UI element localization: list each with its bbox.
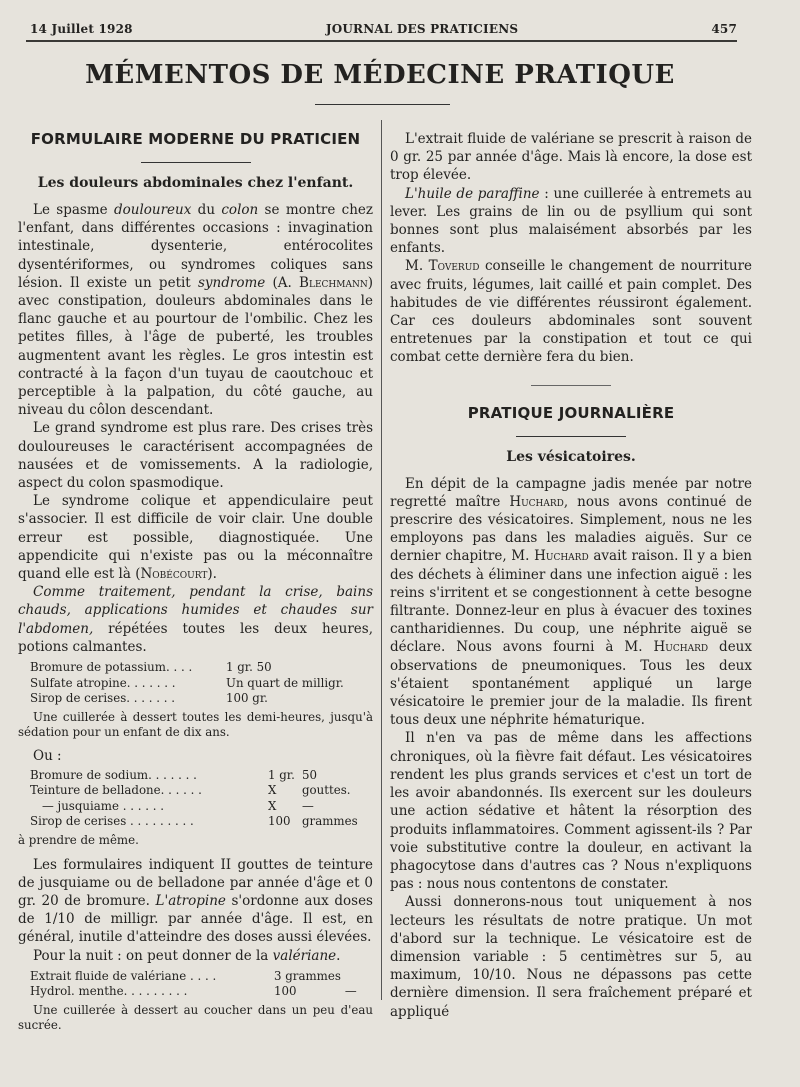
dose: 100 [274, 984, 297, 999]
italic-run: colon [221, 202, 259, 218]
formula-row [30, 814, 362, 830]
text-run: Le spasme [33, 202, 114, 218]
main-title: MÉMENTOS DE MÉDECINE PRATIQUE [85, 60, 675, 90]
column-divider [381, 120, 382, 1000]
paragraph: L'extrait fluide de valériane se prescrit à raison de 0 gr. 25 par année d'âge. Mais là encore, la dose est trop élevée. [390, 131, 752, 184]
italic-run: valériane [272, 947, 337, 964]
author-name: Toverud [428, 258, 480, 275]
formula-note: Une cuillerée à dessert au coucher dans un peu d'eau sucrée. [18, 1002, 373, 1032]
text-run: du [191, 202, 222, 218]
paragraph [390, 185, 752, 258]
unit: — [302, 798, 314, 813]
header-page-number: 457 [711, 22, 737, 36]
author-name: Huchard [534, 548, 589, 565]
header-journal-name: JOURNAL DES PRATICIENS [325, 22, 519, 36]
formula-table-1 [30, 660, 348, 707]
dose: 3 grammes [274, 968, 341, 983]
italic-run: L'atropine [155, 892, 226, 909]
formula-row [30, 783, 362, 799]
dose: 1 gr. 50 [226, 660, 272, 675]
paragraph [18, 583, 373, 656]
paragraph: Le grand syndrome est plus rare. Des crises très douloureuses le caractérisent accompagnées de nausées et de vomissements. A la radiologie, aspect du colon spasmodique. [18, 420, 373, 492]
paragraph [390, 475, 752, 730]
author-name: Huchard [509, 493, 564, 510]
text-run: ). [207, 566, 217, 583]
unit [345, 969, 361, 985]
italic-run: L'huile de paraffine [405, 185, 540, 202]
formula-row [30, 799, 362, 815]
dose: X [268, 783, 277, 798]
ingredient: Sirop de cerises. . . . . . . [30, 691, 176, 706]
formula-row [30, 676, 348, 692]
formula-row [30, 984, 361, 1000]
formula-note: à prendre de même. [18, 832, 139, 847]
section-rule [516, 436, 626, 437]
text-run: . [336, 947, 341, 964]
formula-row [30, 660, 348, 676]
formula-table-2 [30, 768, 362, 830]
text-run: En dépit de la campagne jadis menée par notre regretté maître [390, 475, 752, 510]
text-run: conseille le changement de nourriture avec fruits, légumes, lait caillé et pain complet. Des habitudes de vie différentes réussiront également. Car ces douleurs abdominales sont souvent entretenues par la constipation et tout ce qui combat cette dernière fera du bien. [390, 258, 753, 366]
author-name: Huchard [653, 639, 709, 656]
left-column [18, 118, 373, 1037]
unit: — [344, 984, 357, 999]
ingredient: Bromure de sodium. . . . . . . [30, 767, 197, 782]
ingredient: Extrait fluide de valériane . . . . [30, 968, 217, 983]
dose: X [268, 798, 277, 813]
text-run: s'ordonne aux doses de 1/10 de milligr. par année d'âge. Il est, en général, inutile d'atteindre des doses aussi élevées. [18, 892, 373, 946]
text-run: (A. [265, 274, 300, 291]
text-run: deux observations de pneumoniques. Tous les deux s'étaient spontanément appliqué un large vésicatoire le premier jour de la maladie. Ils firent tous deux une néphrite hématurique. [390, 639, 752, 729]
ingredient: — jusquiame . . . . . . [42, 798, 164, 813]
text-run: Les formulaires indiquent II gouttes de teinture de jusquiame ou de belladone par année d'âge et 0 gr. 20 de bromure. [18, 856, 373, 909]
unit: gouttes. [302, 783, 351, 798]
text-run: , nous avons continué de prescrire des vésicatoires. Simplement, nous ne les employons pas dans les maladies aiguës. Sur ce dernier chapitre, M. [390, 493, 753, 565]
paragraph [18, 201, 373, 419]
text-run: Pour la nuit : on peut donner de la [33, 947, 273, 964]
paragraph [18, 947, 373, 965]
italic-run: Comme traitement, pendant la crise, bains chauds, applications humides et chaudes sur l'abdomen, [18, 584, 373, 637]
dose: Un quart de milligr. [226, 675, 344, 690]
subtitle-douleurs: Les douleurs abdominales chez l'enfant. [37, 175, 354, 191]
ornament-rule [531, 385, 611, 386]
right-column [390, 118, 752, 1021]
text-run: M. [405, 258, 429, 275]
dose: 100 gr. [226, 691, 268, 706]
paragraph: Il n'en va pas de même dans les affections chroniques, où la fièvre fait défaut. Les vésicatoires rendent les plus grands services et c'est un tort de les avoir abandonnés. Ils exercent sur les douleurs une action sédative et hâtent la résorption des produits inflammatoires. Comment agissent-ils ? Par voie substitutive contre la douleur, en activant la phagocytose dans d'autres cas ? Nous n'expliquons pas : nous nous contentons de constater. [390, 730, 752, 893]
section-rule [141, 162, 251, 163]
ingredient: Hydrol. menthe. . . . . . . . . [30, 984, 188, 999]
section-title-pratique: PRATIQUE JOURNALIÈRE [467, 403, 675, 422]
section-title-formulaire: FORMULAIRE MODERNE DU PRATICIEN [30, 130, 361, 148]
ingredient: Teinture de belladone. . . . . . [30, 783, 202, 798]
formula-note: Une cuillerée à dessert toutes les demi-heures, jusqu'à sédation pour un enfant de dix ans. [18, 709, 373, 739]
ingredient: Sulfate atropine. . . . . . . [30, 675, 176, 690]
text-run: ) avec constipation, douleurs abdominales dans le flanc gauche et au pourtour de l'ombilic. Chez les petites filles, à l'âge de puberté, les troubles augmentent avant les règles. Le gros intestin est contracté à la façon d'un tuyau de caoutchouc et perceptible à la palpation, du côté gauche, au niveau du côlon descendant. [18, 274, 373, 419]
formula-row [30, 768, 362, 784]
dose: 1 gr. [268, 767, 295, 782]
paragraph [18, 856, 373, 947]
author-name: Blechmann [299, 274, 368, 291]
formula-row [30, 691, 348, 707]
text-run: avait raison. Il y a bien des déchets à éliminer dans une infection aiguë : les reins s'irritent et se congestionnent à cette besogne filtrante. Donnez-leur en plus à évacuer des toxines cantharidiennes. Du coup, une néphrite aiguë se déclare. Nous avons fourni à M. [390, 548, 753, 656]
author-name: Nobécourt [140, 566, 208, 583]
text-run: se montre chez l'enfant, dans différentes occasions : invagination intestinale, dysenterie, entérocolites dysentériformes, ou syndromes coliques sans lésion. Il existe un petit [18, 202, 374, 291]
ingredient: Bromure de potassium. . . . [30, 660, 193, 675]
header-date: 14 Juillet 1928 [30, 22, 133, 36]
dose: 100 [268, 814, 291, 829]
unit: grammes [302, 814, 358, 829]
title-rule [315, 104, 450, 105]
text-run: Le syndrome colique et appendiculaire peut s'associer. Il est difficile de voir clair. Une double erreur est possible, diagnostiquée. Une appendicite qui n'existe pas ou la méconnaître quand elle est là ( [18, 493, 373, 583]
text-run: : une cuillerée à entremets au lever. Les grains de lin ou de psyllium qui sont bonnes sont plus malaisément absorbés par les enfants. [390, 185, 752, 257]
paragraph [18, 492, 373, 583]
ingredient: Sirop de cerises . . . . . . . . . [30, 814, 194, 829]
formula-row [30, 969, 361, 985]
italic-run: syndrome [197, 274, 266, 291]
paragraph: Aussi donnerons-nous tout uniquement à nos lecteurs les résultats de notre pratique. Un mot d'abord sur la technique. Le vésicatoire est de dimension variable : 5 centimètres sur 5, au maximum, 10/10. Nous ne dépassons pas cette dernière dimension. Il sera fraîchement préparé et appliqué [390, 894, 752, 1020]
formula-table-3 [30, 969, 361, 1000]
paragraph [390, 257, 752, 366]
or-label: Ou : [33, 747, 62, 764]
italic-run: douloureux [113, 202, 192, 218]
subtitle-vesicatoires: Les vésicatoires. [506, 448, 636, 465]
unit: 50 [302, 767, 318, 782]
header-rule [26, 40, 737, 42]
text-run: répétées toutes les deux heures, potions calmantes. [18, 620, 373, 655]
running-header [30, 22, 737, 40]
